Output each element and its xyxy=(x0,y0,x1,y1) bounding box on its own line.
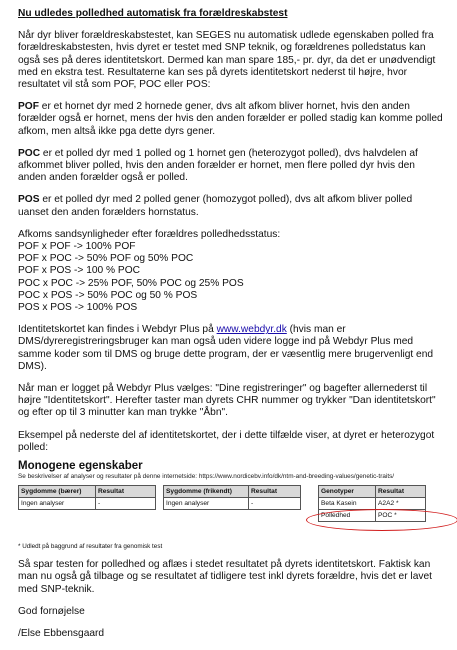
table-disease-carrier xyxy=(18,485,156,510)
document-title: Nu udledes polledhed automatisk fra forældreskabstest xyxy=(18,8,288,19)
probability-item: POF x POF -> 100% POF xyxy=(18,241,136,253)
table-header: Resultat xyxy=(376,486,426,498)
table-cell: POC * xyxy=(376,510,426,522)
card-footnote: * Udledt på baggrund af resultater fra genomisk test xyxy=(18,543,163,551)
signature: /Else Ebbensgaard xyxy=(18,627,105,639)
definition-code: POC xyxy=(18,147,41,159)
table-cell: - xyxy=(249,498,301,510)
webdyr-text-after: (hvis man er DMS/dyreregistreringsbruger kan man også uden videre logge ind på Webdyr Plus med samme koder som til DMS og bruge dette program, der er væsentlig mere brugervenligt end DMS). xyxy=(18,324,434,372)
webdyr-link[interactable]: www.webdyr.dk xyxy=(216,324,287,336)
table-header: Resultat xyxy=(96,486,156,498)
table-cell: Beta Kasein xyxy=(319,498,376,510)
definition-code: POF xyxy=(18,101,39,113)
login-instructions: Når man er logget på Webdyr Plus vælges: "Dine registreringer" og bagefter allernederst til højre "Identitetskort". Herefter taster man dyrets CHR nummer og trykker "Dan identitetskort" og efter op til 3 minutter kan man trykke "Åbn". xyxy=(18,383,436,419)
definition-text: er et hornet dyr med 2 hornede gener, dvs alt afkom bliver hornet, hvis den anden forælder også er hornet, mens der hvis den anden forælder er polled stadig kan komme polled afkom, men altså ikke pga dette dyrs gener. xyxy=(18,101,443,137)
card-subheading: Se beskrivelser af analyser og resultater på denne internetside: https://www.nordicebv.info/dk/ntm-and-breeding-values/genetic-traits/ xyxy=(18,473,395,481)
definition-pos xyxy=(18,194,444,218)
example-intro: Eksempel på nederste del af identitetskortet, der i dette tilfælde viser, at dyret er heterozygot polled: xyxy=(18,429,435,453)
closing-paragraph: Så spar testen for polledhed og aflæs i stedet resultatet på dyrets identitetskort. Faktisk kan man nu også gå tilbage og se resultatet af tidligere test inkl dyrets forældre, hvis det er lavet med SNP-teknik. xyxy=(18,559,432,595)
probability-item: POF x POC -> 50% POF og 50% POC xyxy=(18,253,194,265)
card-tables xyxy=(18,485,444,543)
webdyr-paragraph xyxy=(18,324,444,373)
intro-paragraph: Når dyr bliver forældreskabstestet, kan SEGES nu automatisk udlede egenskaben polled fra forældreskabstesten, hvis dyret er testet med SNP teknik, og forældrenes polledstatus kan også ses på deres identitetskort. Dermed kan man spare 185,- pr. dyr, da det er unødvendigt med en ekstra test. Resultaterne kan ses på dyrets identitetskort nederst til højre, hvor resultatet vil stå som POF, POC eller POS: xyxy=(18,30,436,91)
table-cell: A2A2 * xyxy=(376,498,426,510)
table-header: Sygdomme (bærer) xyxy=(19,486,96,498)
table-cell: - xyxy=(96,498,156,510)
probability-item: POF x POS -> 100 % POC xyxy=(18,265,141,277)
probability-item: POC x POC -> 25% POF, 50% POC og 25% POS xyxy=(18,277,244,289)
definition-poc xyxy=(18,148,444,185)
highlight-ellipse xyxy=(306,509,457,531)
table-cell: Ingen analyser xyxy=(19,498,96,510)
table-disease-free xyxy=(163,485,301,510)
probability-heading: Afkoms sandsynligheder efter forældres polledhedsstatus: xyxy=(18,228,281,240)
identity-card-excerpt xyxy=(18,460,444,551)
document-page xyxy=(18,8,444,650)
definition-text: er et polled dyr med 2 polled gener (homozygot polled), dvs alt afkom bliver polled uanset den anden forælders hornstatus. xyxy=(18,194,413,218)
table-header: Sygdomme (frikendt) xyxy=(164,486,249,498)
table-header: Resultat xyxy=(249,486,301,498)
probability-item: POS x POS -> 100% POS xyxy=(18,302,138,314)
probability-item: POC x POS -> 50% POC og 50 % POS xyxy=(18,289,198,301)
card-heading: Monogene egenskaber xyxy=(18,460,143,473)
greeting: God fornøjelse xyxy=(18,605,85,617)
definition-text: er et polled dyr med 1 polled og 1 hornet gen (heterozygot polled), dvs halvdelen af afkommet bliver polled, hvis den anden forælder er hornet, men flere polled dyr hvis den anden anden forælder også er polled. xyxy=(18,147,418,184)
probability-list xyxy=(18,229,444,314)
table-header: Genotyper xyxy=(319,486,376,498)
table-cell: Polledhed xyxy=(319,510,376,522)
definition-pof xyxy=(18,101,444,138)
definition-code: POS xyxy=(18,194,40,206)
webdyr-text-before: Identitetskortet kan findes i Webdyr Plus på xyxy=(18,324,217,336)
table-cell: Ingen analyser xyxy=(164,498,249,510)
